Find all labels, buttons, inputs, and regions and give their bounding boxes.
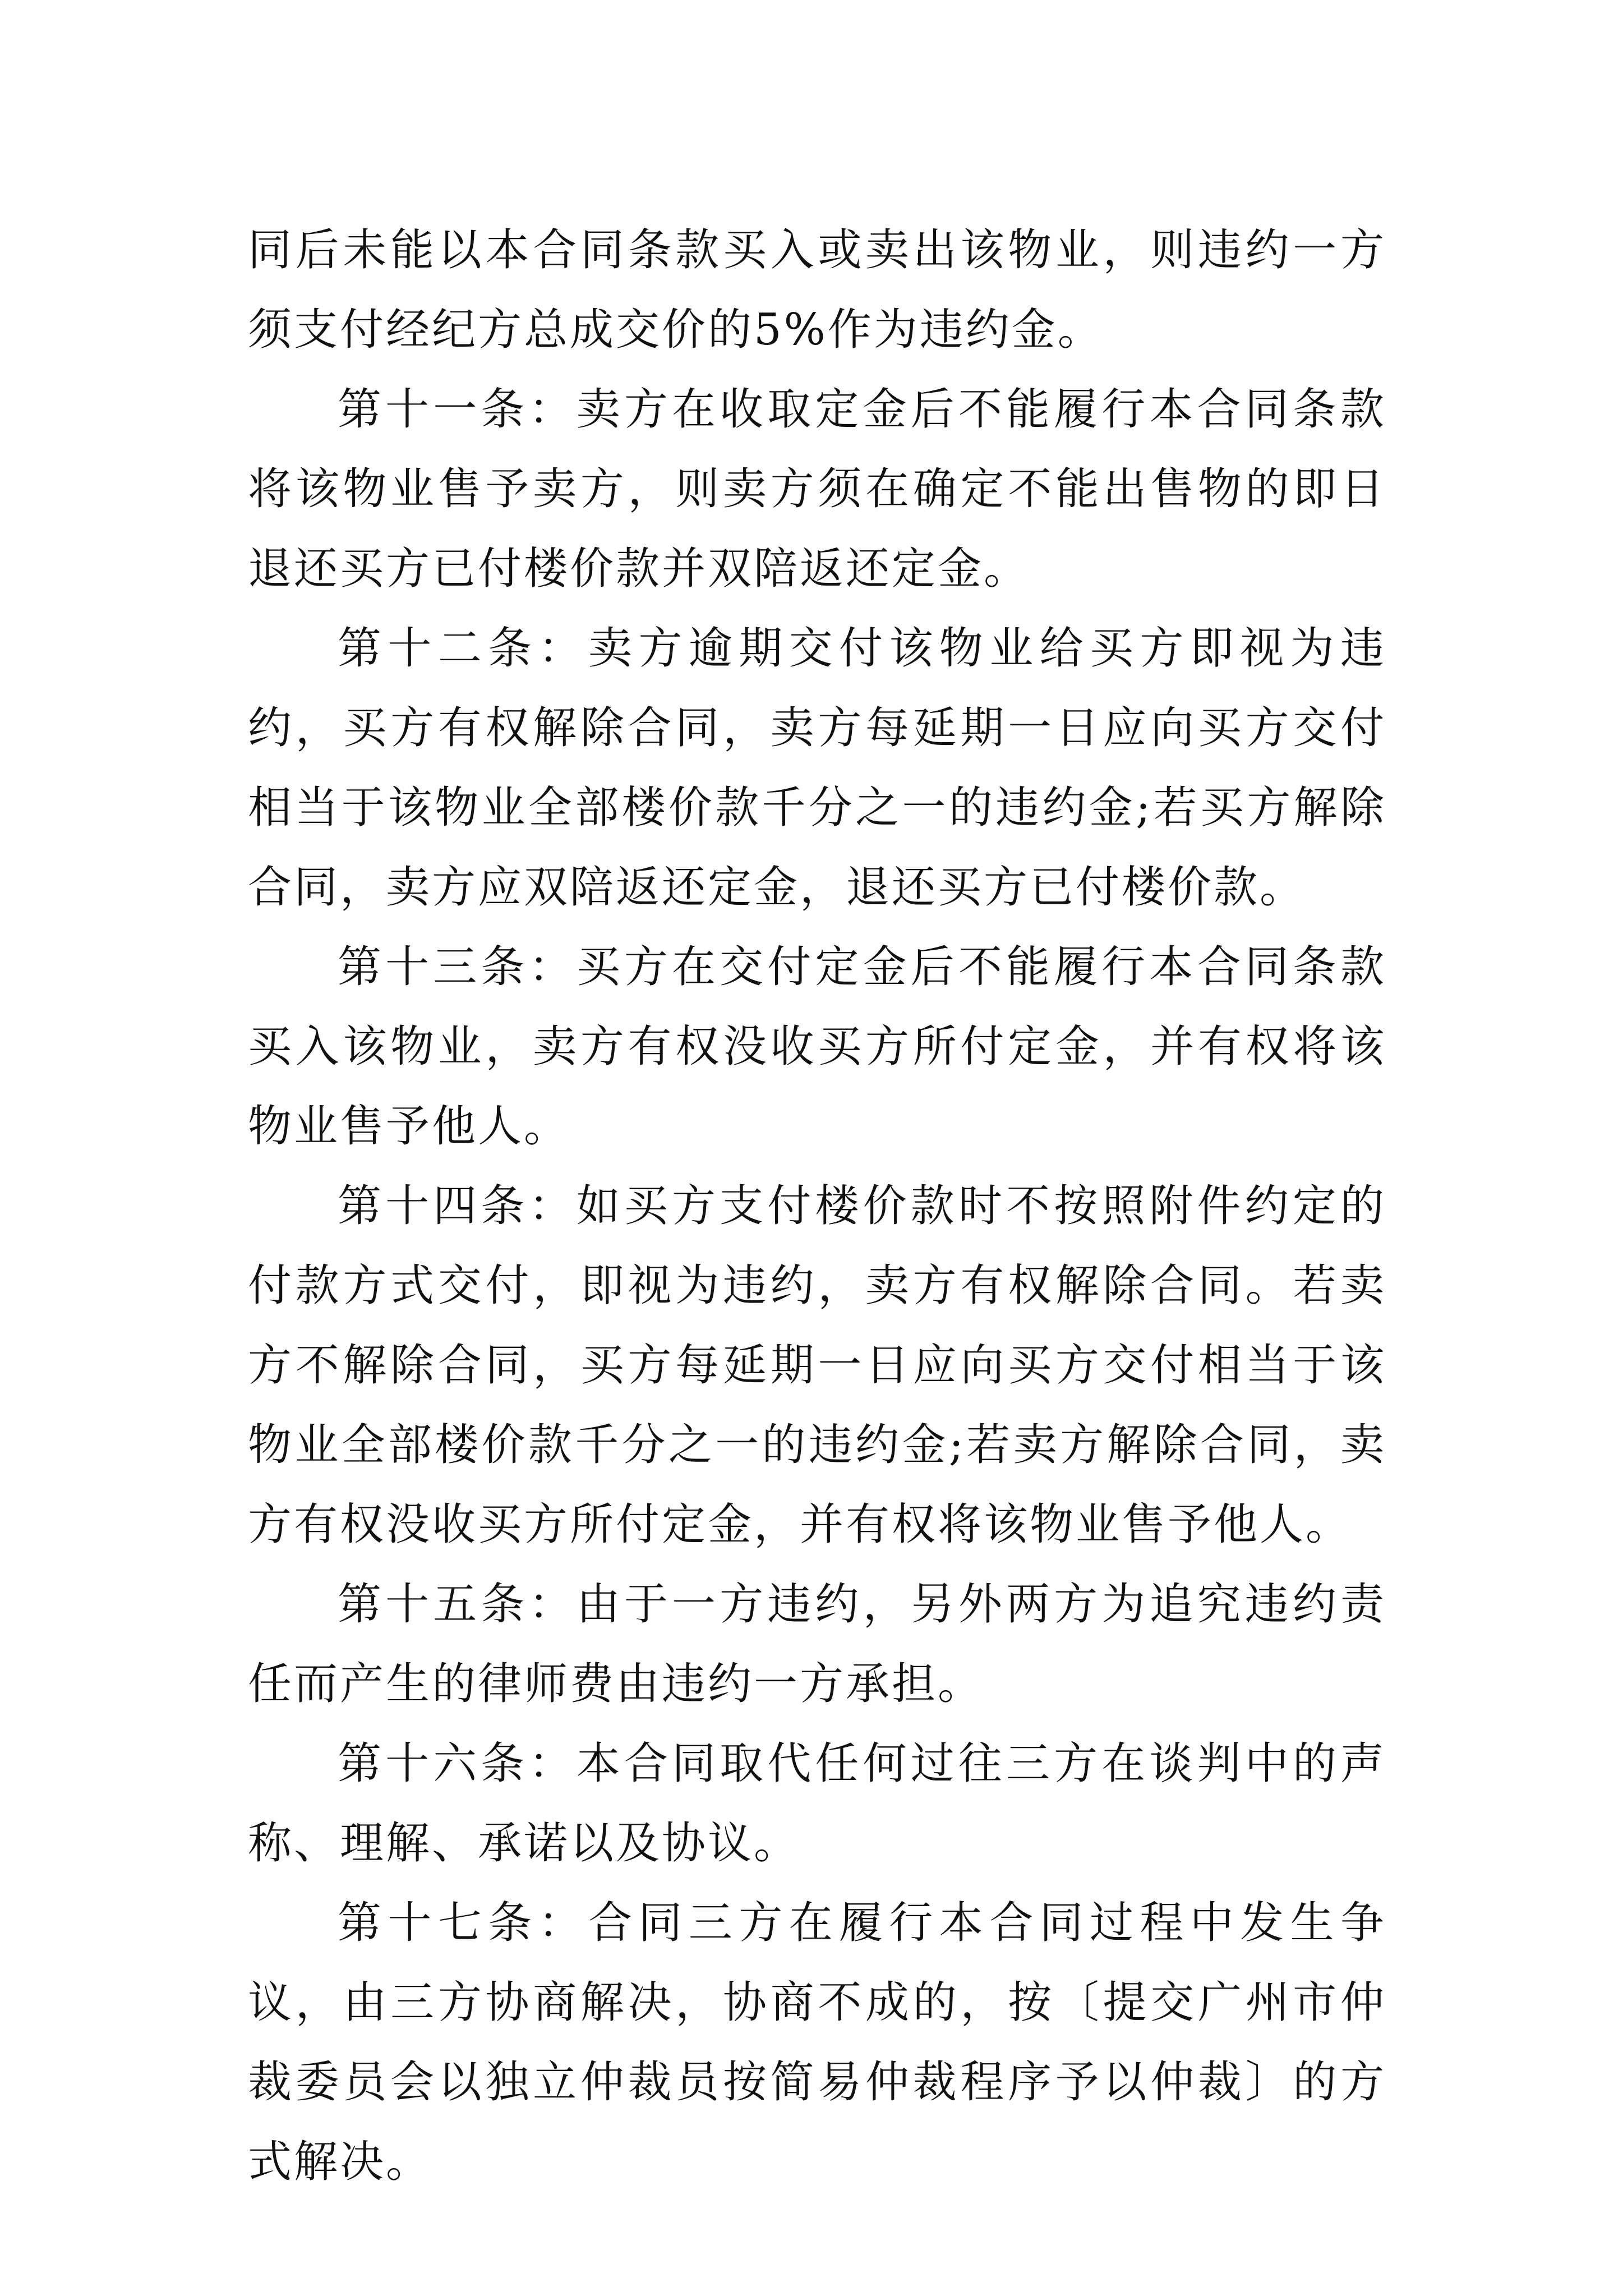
article-15: 第十五条：由于一方违约，另外两方为追究违约责任而产生的律师费由违约一方承担。	[248, 1579, 1386, 1709]
article-17: 第十七条：合同三方在履行本合同过程中发生争议，由三方协商解决，协商不成的，按〔提交广州市仲裁委员会以独立仲裁员按简易仲裁程序予以仲裁〕的方式解决。	[248, 1898, 1386, 2187]
article-13: 第十三条：买方在交付定金后不能履行本合同条款买入该物业，卖方有权没收买方所付定金，并有权将该物业售予他人。	[248, 942, 1386, 1152]
article-11: 第十一条：卖方在收取定金后不能履行本合同条款将该物业售予卖方，则卖方须在确定不能出售物的即日退还买方已付楼价款并双陪返还定金。	[248, 384, 1386, 594]
document-body	[248, 210, 1386, 2202]
article-12: 第十二条：卖方逾期交付该物业给买方即视为违约，买方有权解除合同，卖方每延期一日应向买方交付相当于该物业全部楼价款千分之一的违约金;若买方解除合同，卖方应双陪返还定金，退还买方已付楼价款。	[248, 623, 1386, 913]
article-16: 第十六条：本合同取代任何过往三方在谈判中的声称、理解、承诺以及协议。	[248, 1738, 1386, 1869]
paragraph-continuation: 同后未能以本合同条款买入或卖出该物业，则违约一方须支付经纪方总成交价的5%作为违约金。	[248, 225, 1386, 355]
article-14: 第十四条：如买方支付楼价款时不按照附件约定的付款方式交付，即视为违约，卖方有权解除合同。若卖方不解除合同，买方每延期一日应向买方交付相当于该物业全部楼价款千分之一的违约金;若卖方解除合同，卖方有权没收买方所付定金，并有权将该物业售予他人。	[248, 1181, 1386, 1550]
